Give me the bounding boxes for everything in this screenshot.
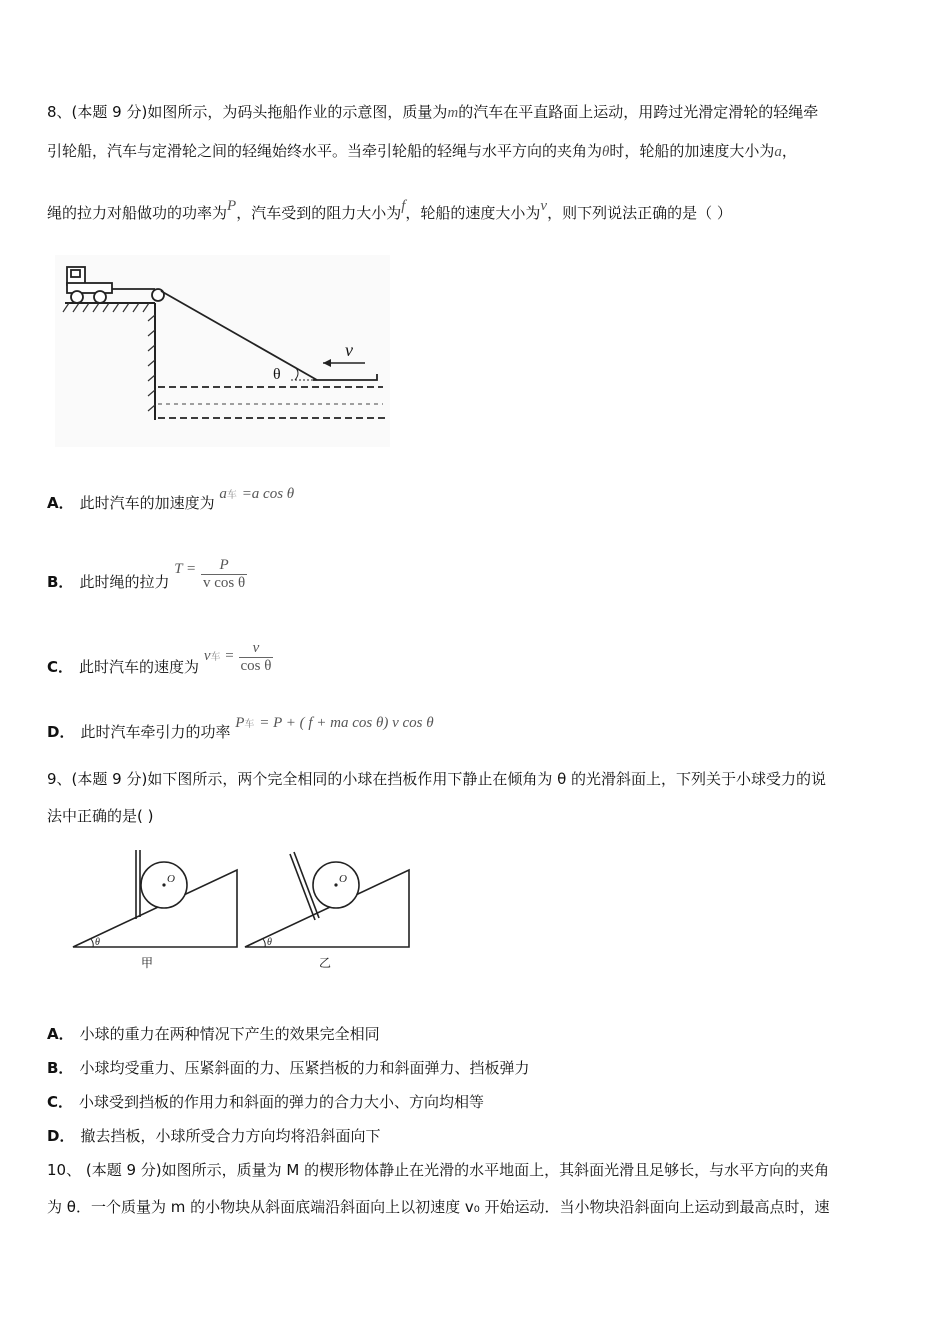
q8-option-c[interactable]: [47, 630, 273, 676]
option-text: 此时汽车的速度为: [79, 658, 200, 676]
symbol-theta: θ: [602, 144, 610, 160]
option-letter: B．: [47, 573, 74, 591]
q8-tugboat-figure: [55, 255, 390, 447]
q10-line-2: 为 θ．一个质量为 m 的小物块从斜面底端沿斜面向上以初速度 v₀ 开始运动．当小物块沿斜面向上运动到最高点时，速: [47, 1198, 830, 1216]
q9-option-c[interactable]: [47, 1091, 484, 1112]
q8-text: 绳的拉力对船做功的功率为: [47, 204, 228, 222]
formula-symbol: P: [235, 715, 245, 731]
q8-text: 时，轮船的加速度大小为: [609, 142, 775, 160]
formula-fraction: [239, 640, 274, 675]
formula-subscript: 车: [210, 652, 221, 663]
ball-left-center: [162, 883, 165, 886]
q8-line-3: [47, 198, 732, 223]
q9-incline-figure: [65, 845, 415, 970]
q8-text: ，则下列说法正确的是（ ）: [547, 204, 732, 222]
center-label-right: O: [339, 873, 347, 885]
label-yi: 乙: [319, 956, 332, 970]
q9-line-1: 9、(本题 9 分)如下图所示，两个完全相同的小球在挡板作用下静止在倾角为 θ 的光滑斜面上，下列关于小球受力的说: [47, 770, 827, 788]
fraction-numerator: P: [201, 557, 247, 575]
formula-equals: =: [225, 648, 234, 664]
q8-option-d[interactable]: [47, 715, 434, 742]
option-text: 撤去挡板，小球所受合力方向均将沿斜面向下: [80, 1127, 381, 1145]
q8-text: ，: [781, 142, 797, 160]
q8-text: ，轮船的速度大小为: [405, 204, 541, 222]
angle-arc-left: [91, 939, 93, 947]
fraction-denominator: cos θ: [240, 658, 272, 674]
option-letter: C．: [47, 658, 74, 676]
vertical-board: [136, 850, 140, 919]
option-text: 小球的重力在两种情况下产生的效果完全相同: [79, 1025, 380, 1043]
option-letter: A．: [47, 1025, 74, 1043]
fraction-denominator: v cos θ: [202, 575, 246, 591]
q9-option-b[interactable]: [47, 1057, 529, 1078]
fraction-numerator: v: [239, 640, 274, 658]
option-text: 此时绳的拉力: [79, 573, 170, 591]
option-letter: B．: [47, 1059, 74, 1077]
q8-option-b[interactable]: [47, 545, 247, 591]
angle-label-right: θ: [267, 937, 272, 948]
q8-text: 引轮船，汽车与定滑轮之间的轻绳始终水平。当牵引轮船的轻绳与水平方向的夹角为: [47, 142, 603, 160]
symbol-v: v: [540, 198, 548, 214]
symbol-P: P: [227, 198, 237, 214]
angle-label: θ: [273, 366, 281, 383]
option-text: 小球受到挡板的作用力和斜面的弹力的合力大小、方向均相等: [79, 1093, 485, 1111]
option-letter: D．: [47, 723, 75, 741]
option-text: 此时汽车牵引力的功率: [80, 723, 231, 741]
formula-subscript: 车: [226, 490, 237, 501]
formula-subscript: 车: [244, 719, 255, 730]
q8-line-2: [47, 140, 797, 161]
q9-option-a[interactable]: [47, 1023, 380, 1044]
velocity-label: v: [345, 340, 353, 360]
symbol-a: a: [774, 144, 782, 160]
q9-option-d[interactable]: [47, 1125, 380, 1146]
q8-text: ，汽车受到的阻力大小为: [236, 204, 402, 222]
symbol-m: m: [447, 105, 459, 121]
q8-line-1: [47, 101, 818, 122]
q10-line-1: 10、 (本题 9 分)如图所示，质量为 M 的楔形物体静止在光滑的水平地面上，其斜面光滑且足够长，与水平方向的夹角: [47, 1161, 830, 1179]
label-jia: 甲: [141, 956, 154, 970]
angle-label-left: θ: [95, 937, 100, 948]
formula-rhs: =a cos θ: [241, 486, 295, 502]
option-letter: A．: [47, 494, 74, 512]
angle-arc-right: [263, 939, 265, 947]
formula-rhs: = P + ( f + ma cos θ) v cos θ: [259, 715, 434, 731]
q8-text: 8、(本题 9 分)如图所示，为码头拖船作业的示意图，质量为: [47, 103, 448, 121]
option-text: 小球均受重力、压紧斜面的力、压紧挡板的力和斜面弹力、挡板弹力: [79, 1059, 530, 1077]
ball-right-center: [334, 883, 337, 886]
formula-symbol: T =: [174, 561, 197, 577]
formula-fraction: [201, 557, 247, 592]
formula-symbol: v: [203, 648, 211, 664]
option-text: 此时汽车的加速度为: [79, 494, 215, 512]
q8-option-a[interactable]: [47, 486, 295, 513]
formula-symbol: a: [219, 486, 227, 502]
q8-text: 的汽车在平直路面上运动，用跨过光滑定滑轮的轻绳牵: [458, 103, 819, 121]
symbol-f: f: [401, 198, 406, 214]
center-label-left: O: [167, 873, 175, 885]
q9-line-2: 法中正确的是( ): [47, 807, 154, 825]
option-letter: C．: [47, 1093, 74, 1111]
option-letter: D．: [47, 1127, 75, 1145]
